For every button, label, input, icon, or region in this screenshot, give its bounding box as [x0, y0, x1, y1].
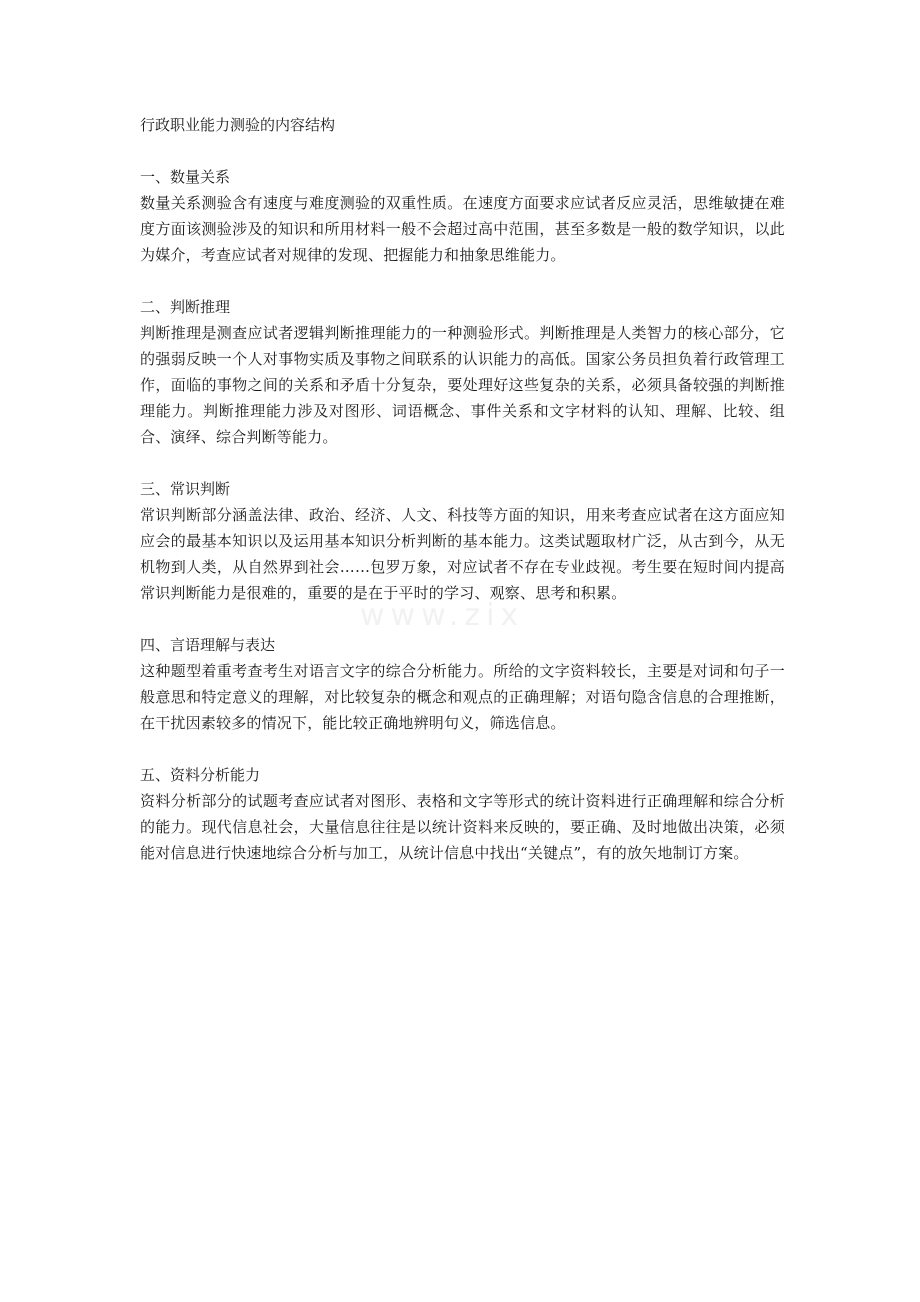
section-quantitative — [140, 164, 785, 268]
section-heading: 二、判断推理 — [140, 298, 231, 316]
section-data-analysis — [140, 762, 785, 866]
section-body: 常识判断部分涵盖法律、政治、经济、人文、科技等方面的知识，用来考查应试者在这方面应知应会的最基本知识以及运用基本知识分析判断的基本能力。这类试题取材广泛，从古到今，从无机物到人类，从自然界到社会……包罗万象，对应试者不存在专业歧视。考生要在短时间内提高常识判断能力是很难的，重要的是在于平时的学习、观察、思考和积累。 — [140, 506, 785, 602]
section-heading: 三、常识判断 — [140, 480, 231, 498]
section-verbal — [140, 632, 785, 736]
section-heading: 五、资料分析能力 — [140, 766, 261, 784]
section-heading: 四、言语理解与表达 — [140, 636, 276, 654]
section-common-sense — [140, 476, 785, 606]
section-body: 这种题型着重考查考生对语言文字的综合分析能力。所给的文字资料较长，主要是对词和句子一般意思和特定意义的理解，对比较复杂的概念和观点的正确理解；对语句隐含信息的合理推断，在干扰因素较多的情况下，能比较正确地辨明句义，筛选信息。 — [140, 662, 785, 732]
section-reasoning — [140, 294, 785, 450]
watermark: www.zix — [360, 598, 525, 633]
document-page — [140, 112, 785, 892]
section-heading: 一、数量关系 — [140, 168, 231, 186]
section-body: 数量关系测验含有速度与难度测验的双重性质。在速度方面要求应试者反应灵活，思维敏捷在难度方面该测验涉及的知识和所用材料一般不会超过高中范围，甚至多数是一般的数学知识，以此为媒介，考查应试者对规律的发现、把握能力和抽象思维能力。 — [140, 194, 785, 264]
section-body: 判断推理是测查应试者逻辑判断推理能力的一种测验形式。判断推理是人类智力的核心部分，它的强弱反映一个人对事物实质及事物之间联系的认识能力的高低。国家公务员担负着行政管理工作，面临的事物之间的关系和矛盾十分复杂，要处理好这些复杂的关系，必须具备较强的判断推理能力。判断推理能力涉及对图形、词语概念、事件关系和文字材料的认知、理解、比较、组合、演绎、综合判断等能力。 — [140, 324, 785, 446]
section-body: 资料分析部分的试题考查应试者对图形、表格和文字等形式的统计资料进行正确理解和综合分析的能力。现代信息社会，大量信息往往是以统计资料来反映的，要正确、及时地做出决策，必须能对信息进行快速地综合分析与加工，从统计信息中找出“关键点”，有的放矢地制订方案。 — [140, 792, 785, 862]
document-title: 行政职业能力测验的内容结构 — [140, 116, 336, 134]
